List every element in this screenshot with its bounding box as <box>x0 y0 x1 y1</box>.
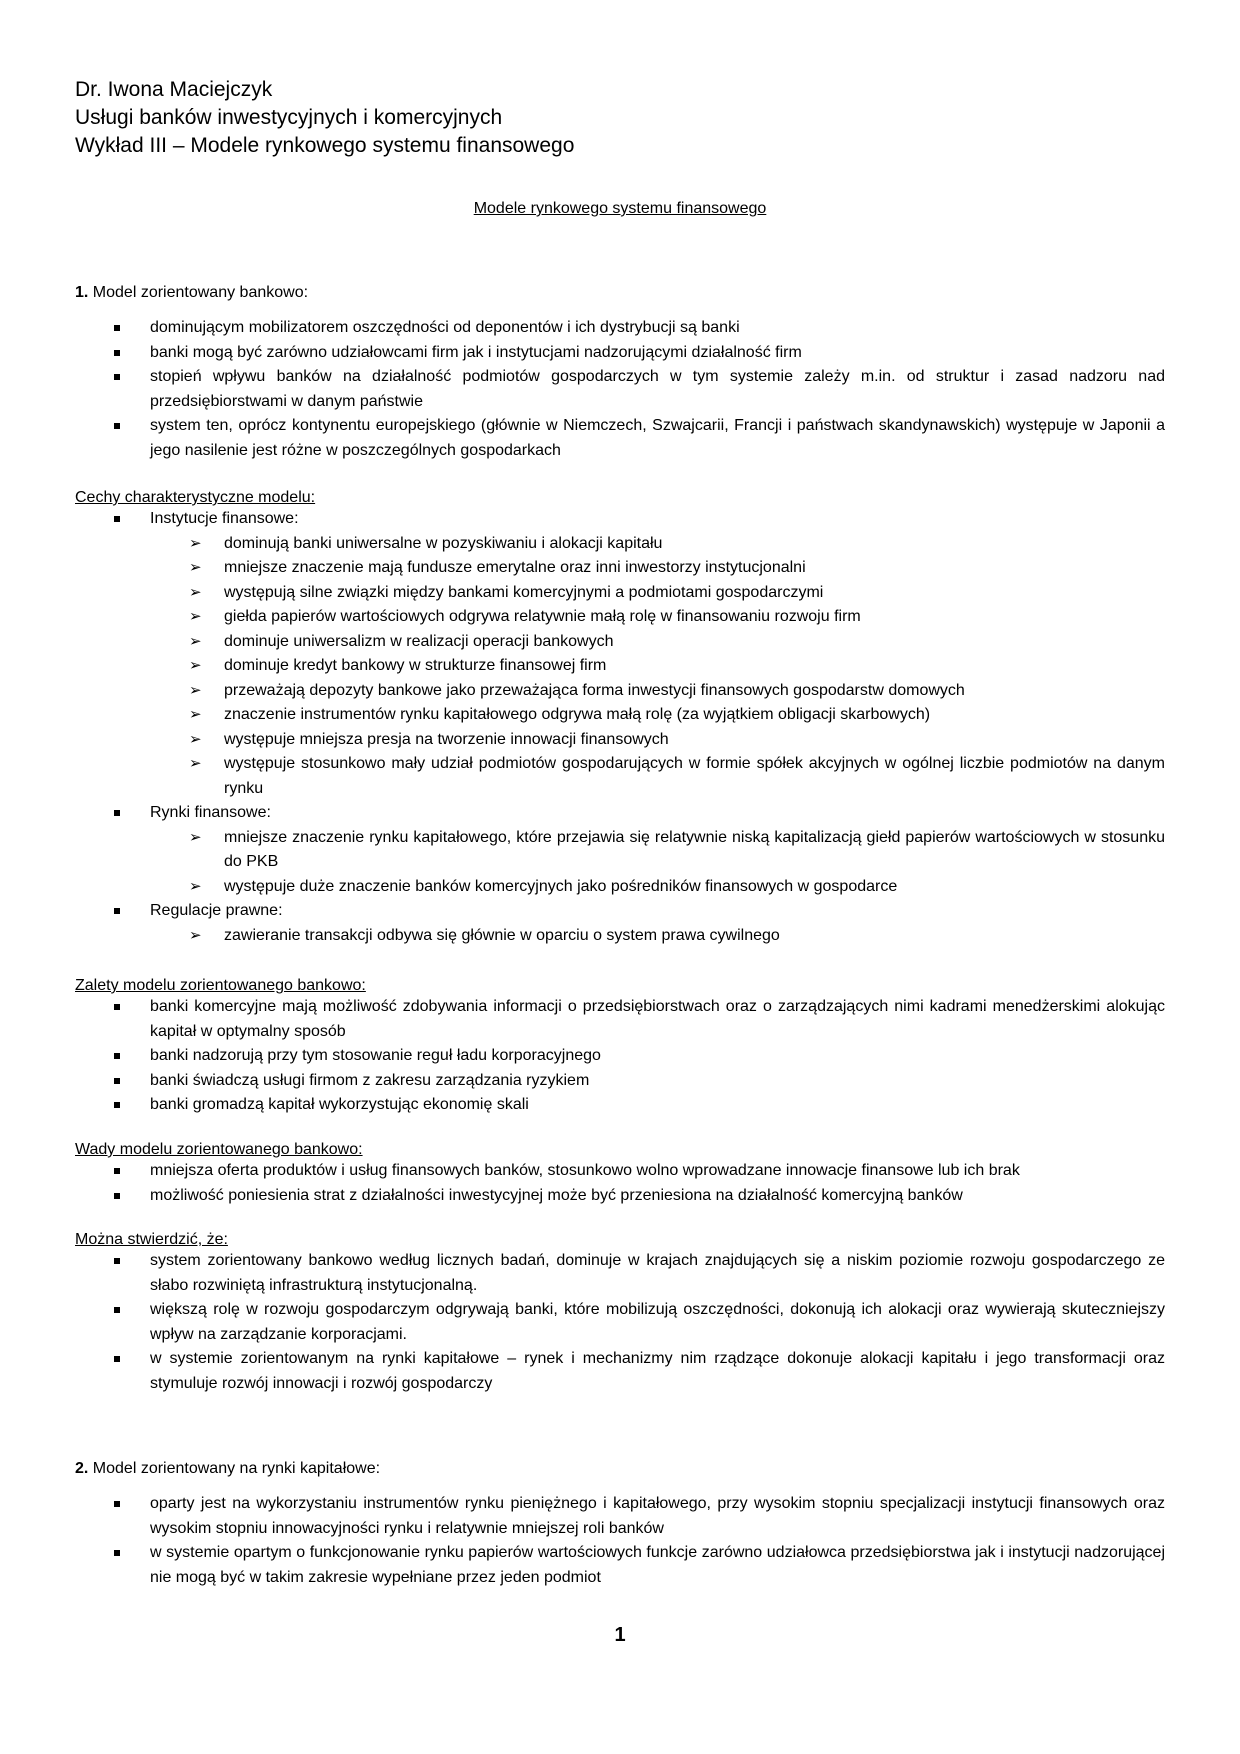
list-item: system zorientowany bankowo według licznych badań, dominuje w krajach znajdujących się a niskim poziomie rozwoju gospodarczego ze słabo rozwiniętą infrastrukturą instytucjonalną. <box>75 1249 1165 1298</box>
list-item: banki nadzorują przy tym stosowanie reguł ładu korporacyjnego <box>75 1044 1165 1069</box>
conclusions-heading: Można stwierdzić, że: <box>75 1231 228 1248</box>
list-item: możliwość poniesienia strat z działalności inwestycyjnej może być przeniesiona na działalność komercyjną banków <box>75 1184 1165 1209</box>
features-section <box>75 489 1165 948</box>
group-label: Instytucje finansowe: <box>150 510 299 527</box>
list-item: system ten, oprócz kontynentu europejskiego (głównie w Niemczech, Szwajcarii, Francji i państwach skandynawskich) występuje w Japonii a jego nasilenie jest różne w poszczególnych gospodarkach <box>75 414 1165 463</box>
list-item: ➢ występuje stosunkowo mały udział podmiotów gospodarujących w formie spółek akcyjnych w ogólnej liczbie podmiotów na danym rynku <box>75 752 1165 801</box>
list-item: ➢ giełda papierów wartościowych odgrywa relatywnie małą rolę w finansowaniu rozwoju firm <box>75 605 1165 630</box>
regulations-list <box>150 924 1165 949</box>
advantages-heading: Zalety modelu zorientowanego bankowo: <box>75 977 366 994</box>
list-item: oparty jest na wykorzystaniu instrumentów rynku pieniężnego i kapitałowego, przy wysokim stopniu specjalizacji instytucji finansowych oraz wysokim stopniu innowacyjności rynku i relatywnie mniejszej roli banków <box>75 1492 1165 1541</box>
list-item: banki świadczą usługi firmom z zakresu zarządzania ryzykiem <box>75 1069 1165 1094</box>
section-2-list <box>75 1492 1165 1590</box>
section-1-heading <box>75 284 1165 302</box>
course-line: Usługi banków inwestycyjnych i komercyjnych <box>75 106 503 129</box>
conclusions-list <box>75 1249 1165 1396</box>
list-item: w systemie opartym o funkcjonowanie rynku papierów wartościowych funkcje zarówno udziałowca przedsiębiorstwa jak i instytucji nadzorującej nie mogą być w takim zakresie wypełniane przez jeden podmiot <box>75 1541 1165 1590</box>
list-item: banki mogą być zarówno udziałowcami firm jak i instytucjami nadzorującymi działalność firm <box>75 341 1165 366</box>
list-item: ➢ znaczenie instrumentów rynku kapitałowego odgrywa małą rolę (za wyjątkiem obligacji skarbowych) <box>75 703 1165 728</box>
section-2 <box>75 1460 1165 1590</box>
advantages-section <box>75 977 1165 1118</box>
section-2-title: Model zorientowany na rynki kapitałowe: <box>92 1460 381 1477</box>
list-item: w systemie zorientowanym na rynki kapitałowe – rynek i mechanizmy nim rządzące dokonuje alokacji kapitału i jego transformacji oraz stymuluje rozwój innowacji i rozwój gospodarczy <box>75 1347 1165 1396</box>
group-label: Regulacje prawne: <box>150 902 283 919</box>
list-item: ➢ dominuje uniwersalizm w realizacji operacji bankowych <box>75 630 1165 655</box>
advantages-list <box>75 995 1165 1118</box>
document-title: Modele rynkowego systemu finansowego <box>473 200 767 217</box>
disadvantages-heading: Wady modelu zorientowanego bankowo: <box>75 1141 363 1158</box>
list-item: ➢ dominują banki uniwersalne w pozyskiwaniu i alokacji kapitału <box>75 532 1165 557</box>
section-1-list <box>75 316 1165 463</box>
list-item: ➢ występuje duże znaczenie banków komercyjnych jako pośredników finansowych w gospodarce <box>75 875 1165 900</box>
section-1-title: Model zorientowany bankowo: <box>92 284 309 301</box>
list-item: mniejsza oferta produktów i usług finansowych banków, stosunkowo wolno wprowadzane innowacje finansowe lub ich brak <box>75 1159 1165 1184</box>
author-line: Dr. Iwona Maciejczyk <box>75 78 273 101</box>
feature-group-markets <box>75 801 1165 899</box>
list-item: banki komercyjne mają możliwość zdobywania informacji o przedsiębiorstwach oraz o zarządzających nimi kadrami menedżerskimi alokując kapitał w optymalny sposób <box>75 995 1165 1044</box>
document-header <box>75 76 574 160</box>
list-item: większą rolę w rozwoju gospodarczym odgrywają banki, które mobilizują oszczędności, dokonują ich alokacji oraz wywierają skuteczniejszy wpływ na zarządzanie korporacjami. <box>75 1298 1165 1347</box>
list-item: banki gromadzą kapitał wykorzystując ekonomię skali <box>75 1093 1165 1118</box>
list-item: ➢ mniejsze znaczenie rynku kapitałowego, które przejawia się relatywnie niską kapitalizacją giełd papierów wartościowych w stosunku do PKB <box>75 826 1165 875</box>
page-number: 1 <box>614 1624 626 1646</box>
markets-list <box>150 826 1165 900</box>
list-item: ➢ zawieranie transakcji odbywa się głównie w oparciu o system prawa cywilnego <box>75 924 1165 949</box>
institutions-list <box>150 532 1165 802</box>
list-item: dominującym mobilizatorem oszczędności od deponentów i ich dystrybucji są banki <box>75 316 1165 341</box>
section-2-heading <box>75 1460 1165 1478</box>
list-item: ➢ występuje mniejsza presja na tworzenie innowacji finansowych <box>75 728 1165 753</box>
features-list <box>75 507 1165 948</box>
list-item: ➢ dominuje kredyt bankowy w strukturze finansowej firm <box>75 654 1165 679</box>
section-1-number: 1. <box>75 284 89 301</box>
features-heading: Cechy charakterystyczne modelu: <box>75 489 316 506</box>
group-label: Rynki finansowe: <box>150 804 271 821</box>
disadvantages-list <box>75 1159 1165 1208</box>
list-item: ➢ przeważają depozyty bankowe jako przeważająca forma inwestycji finansowych gospodarstw domowych <box>75 679 1165 704</box>
list-item: ➢ mniejsze znaczenie mają fundusze emerytalne oraz inni inwestorzy instytucjonalni <box>75 556 1165 581</box>
list-item: ➢ występują silne związki między bankami komercyjnymi a podmiotami gospodarczymi <box>75 581 1165 606</box>
conclusions-section <box>75 1231 1165 1396</box>
section-1 <box>75 284 1165 463</box>
lecture-line: Wykład III – Modele rynkowego systemu finansowego <box>75 134 575 157</box>
feature-group-regulations <box>75 899 1165 948</box>
feature-group-institutions <box>75 507 1165 801</box>
disadvantages-section <box>75 1141 1165 1208</box>
list-item: stopień wpływu banków na działalność podmiotów gospodarczych w tym systemie zależy m.in. od struktur i zasad nadzoru nad przedsiębiorstwami w danym państwie <box>75 365 1165 414</box>
section-2-number: 2. <box>75 1460 89 1477</box>
